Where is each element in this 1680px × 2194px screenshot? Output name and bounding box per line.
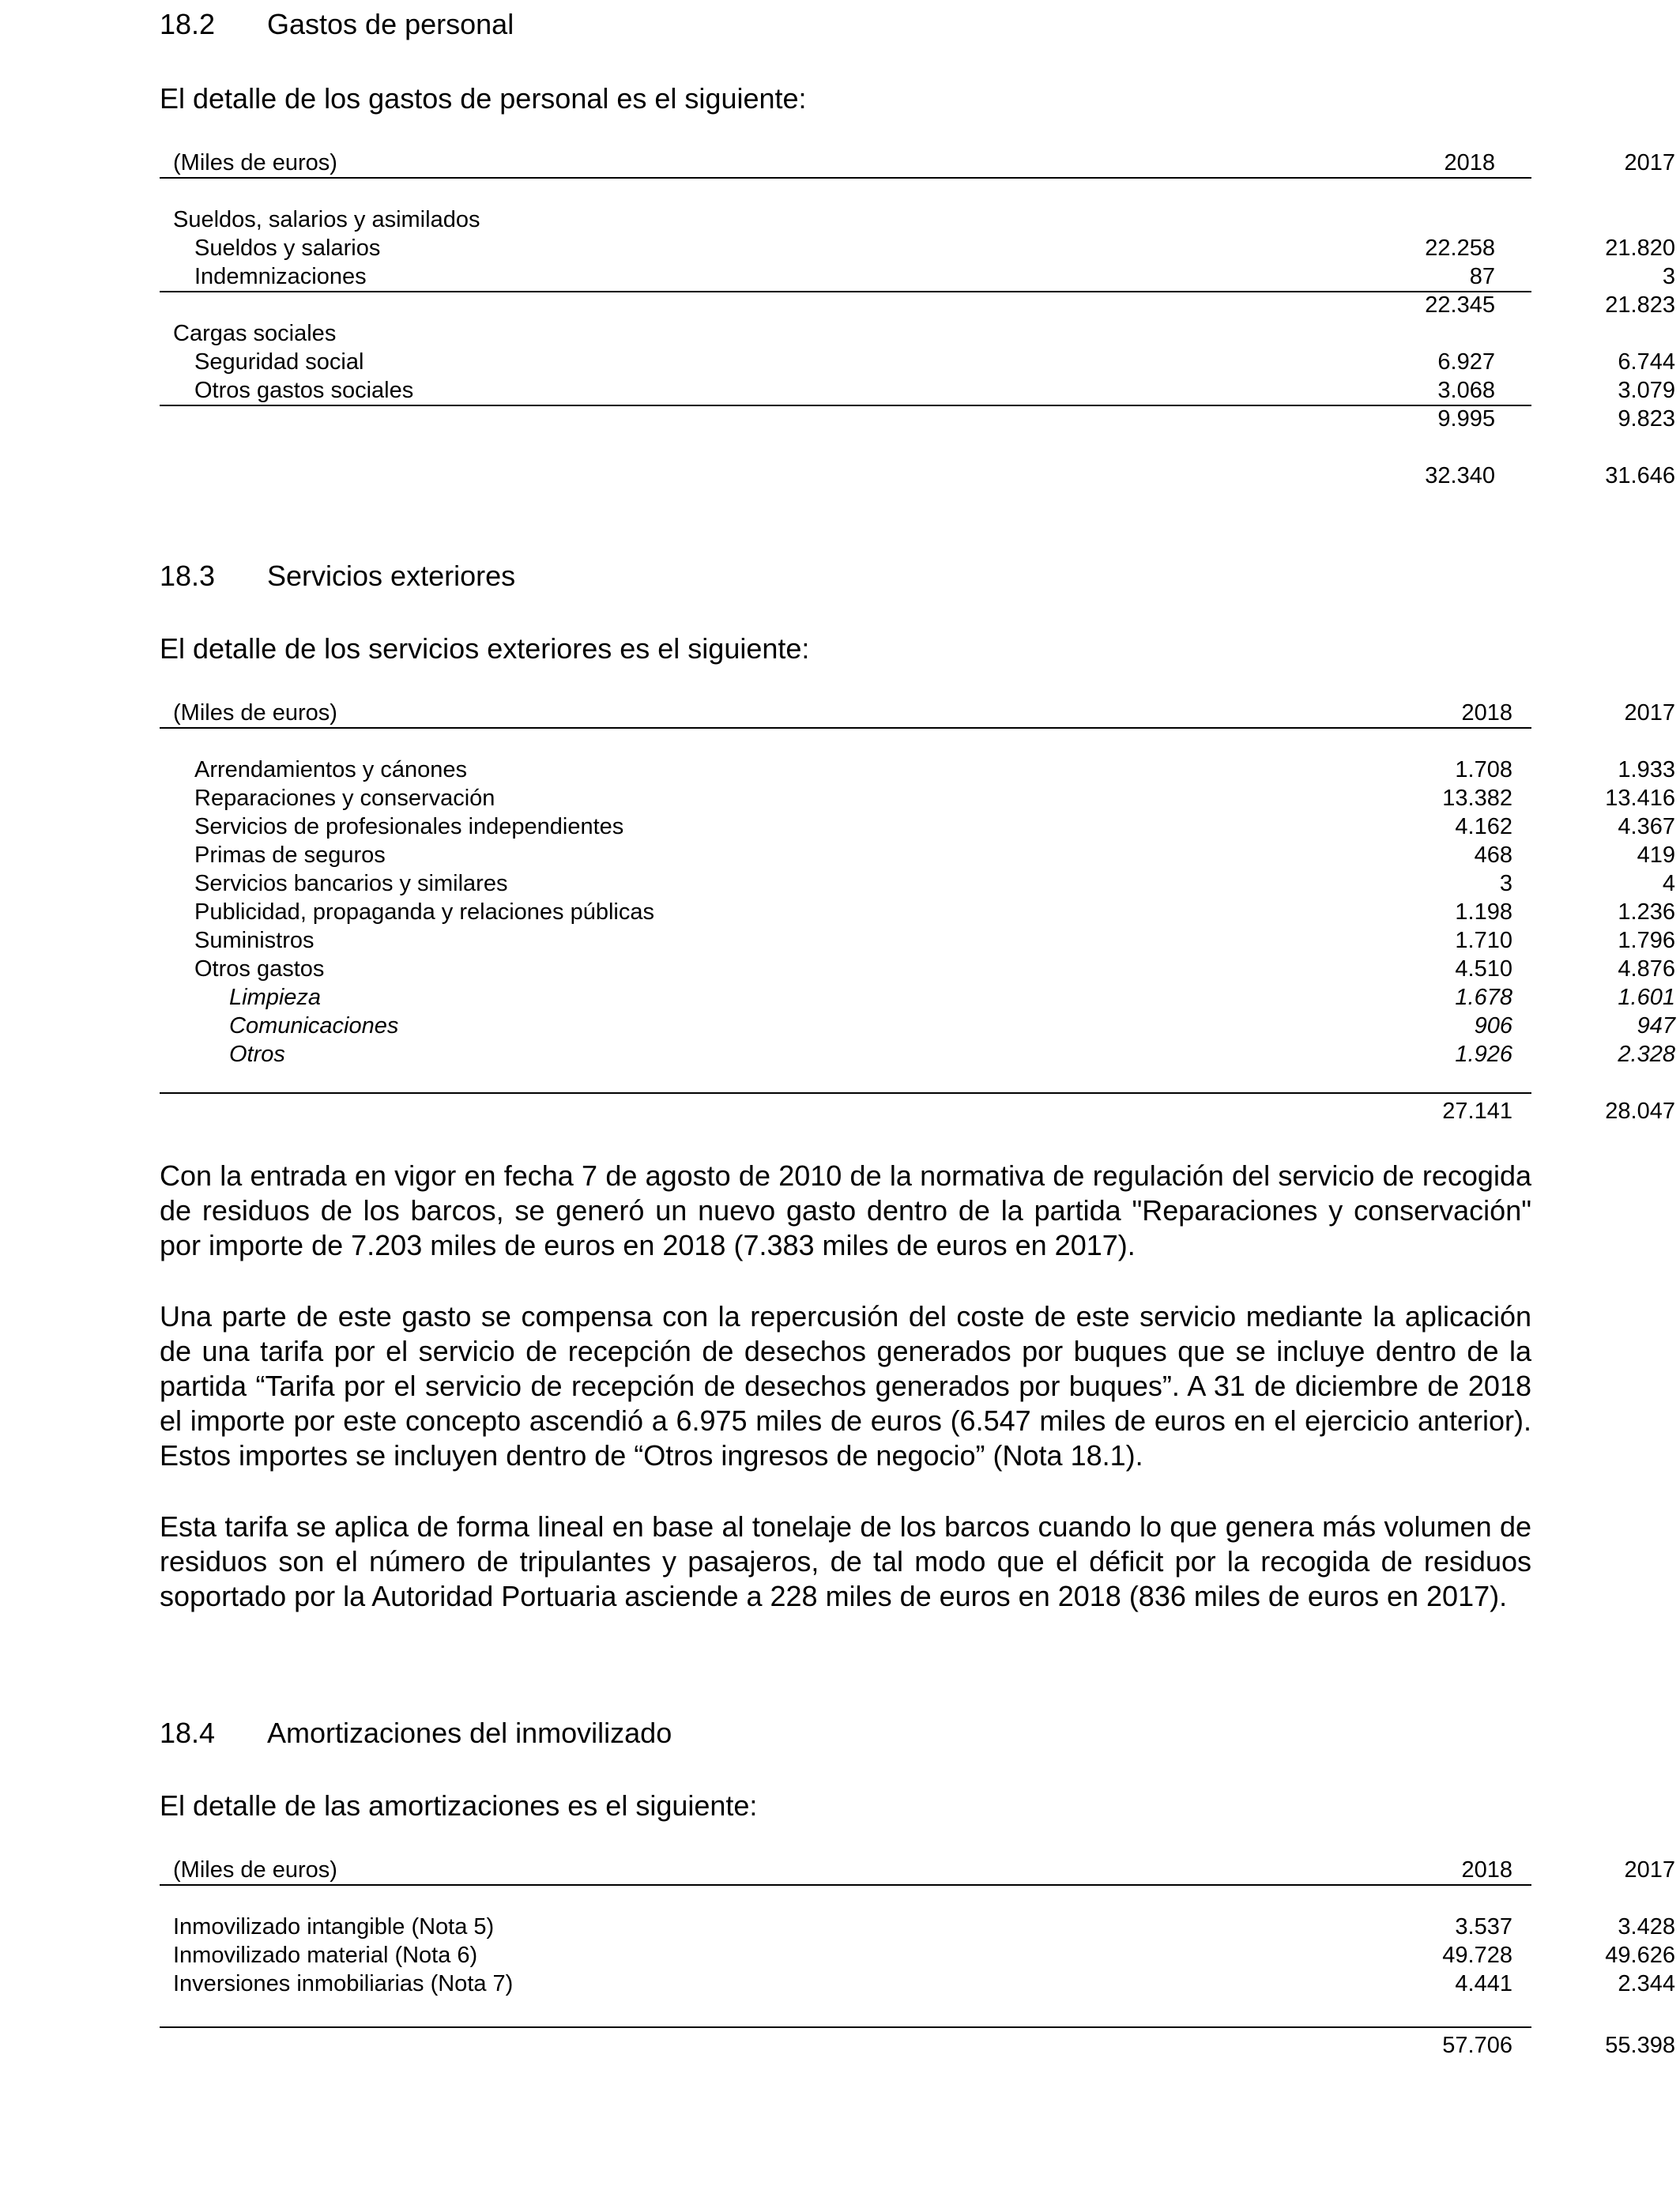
section-title: Gastos de personal — [267, 8, 514, 40]
value-2017: 419 — [1637, 843, 1675, 868]
row-label: Seguridad social — [194, 349, 364, 375]
total-2018: 27.141 — [1442, 1099, 1512, 1124]
value-2017: 2.344 — [1618, 1971, 1675, 1996]
value-2017: 1.796 — [1618, 928, 1675, 953]
value-2018: 22.345 — [1425, 292, 1495, 318]
year-2018-header: 2018 — [1444, 150, 1495, 175]
value-2018: 1.926 — [1455, 1042, 1512, 1067]
table-row-sub — [160, 1012, 1675, 1040]
row-label: Sueldos y salarios — [194, 236, 381, 261]
row-label: Otros — [229, 1042, 285, 1067]
value-2018: 49.728 — [1442, 1943, 1512, 1968]
section-number: 18.4 — [160, 1717, 216, 1749]
table-row — [160, 348, 1675, 376]
table-header — [160, 699, 1675, 727]
row-label: Otros gastos — [194, 956, 325, 982]
value-2018: 3.537 — [1455, 1914, 1512, 1940]
row-label: Reparaciones y conservación — [194, 786, 495, 811]
year-2017-header: 2017 — [1624, 700, 1675, 726]
value-2018: 4.510 — [1455, 956, 1512, 982]
header-rule — [160, 1884, 1531, 1886]
year-2017-header: 2017 — [1624, 150, 1675, 175]
table-header — [160, 1856, 1675, 1884]
table-row — [160, 784, 1675, 812]
value-2018: 4.162 — [1455, 814, 1512, 839]
total-row — [160, 2031, 1675, 2060]
table-row-sub — [160, 983, 1675, 1012]
table-row — [160, 841, 1675, 869]
units-label: (Miles de euros) — [173, 150, 337, 175]
year-2018-header: 2018 — [1461, 700, 1512, 726]
header-rule — [160, 177, 1531, 179]
units-label: (Miles de euros) — [173, 700, 337, 726]
row-label: Inmovilizado material (Nota 6) — [173, 1943, 478, 1968]
subtotal-row — [160, 405, 1675, 433]
row-label: Cargas sociales — [173, 321, 337, 346]
value-2017: 4.876 — [1618, 956, 1675, 982]
section-title: Amortizaciones del inmovilizado — [267, 1717, 672, 1749]
row-label: Servicios de profesionales independientes — [194, 814, 624, 839]
value-2018: 13.382 — [1442, 786, 1512, 811]
row-label: Comunicaciones — [229, 1013, 399, 1039]
total-rule — [160, 2026, 1531, 2028]
value-2018: 906 — [1474, 1013, 1512, 1039]
table-row — [160, 1941, 1675, 1970]
header-rule — [160, 727, 1531, 729]
total-2017: 28.047 — [1605, 1099, 1675, 1124]
units-label: (Miles de euros) — [173, 1857, 337, 1883]
value-2018: 22.258 — [1425, 236, 1495, 261]
section-number: 18.2 — [160, 8, 216, 40]
table-row — [160, 262, 1675, 291]
total-rule — [160, 1092, 1531, 1094]
value-2018: 9.995 — [1437, 406, 1495, 432]
row-label: Inmovilizado intangible (Nota 5) — [173, 1914, 495, 1940]
year-2018-header: 2018 — [1461, 1857, 1512, 1883]
value-2017: 3 — [1662, 264, 1675, 289]
value-2017: 3.428 — [1618, 1914, 1675, 1940]
total-2017: 31.646 — [1605, 463, 1675, 488]
table-header — [160, 149, 1675, 177]
value-2017: 4 — [1662, 871, 1675, 896]
table-row-sub — [160, 1040, 1675, 1069]
total-2018: 32.340 — [1425, 463, 1495, 488]
row-label: Inversiones inmobiliarias (Nota 7) — [173, 1971, 514, 1996]
value-2017: 13.416 — [1605, 786, 1675, 811]
section-intro: El detalle de los gastos de personal es el siguiente: — [160, 82, 807, 115]
table-row — [160, 869, 1675, 898]
section-number: 18.3 — [160, 560, 216, 592]
section-intro: El detalle de los servicios exteriores es el siguiente: — [160, 632, 810, 665]
table-row — [160, 319, 1531, 348]
row-label: Primas de seguros — [194, 843, 386, 868]
section-title: Servicios exteriores — [267, 560, 516, 592]
value-2018: 4.441 — [1455, 1971, 1512, 1996]
table-row — [160, 898, 1675, 926]
row-label: Suministros — [194, 928, 315, 953]
year-2017-header: 2017 — [1624, 1857, 1675, 1883]
row-label: Sueldos, salarios y asimilados — [173, 207, 480, 232]
value-2018: 1.708 — [1455, 757, 1512, 782]
value-2018: 3 — [1499, 871, 1512, 896]
row-label: Limpieza — [229, 985, 322, 1010]
value-2017: 21.820 — [1605, 236, 1675, 261]
value-2018: 1.198 — [1455, 899, 1512, 925]
value-2017: 4.367 — [1618, 814, 1675, 839]
total-2018: 57.706 — [1442, 2033, 1512, 2058]
table-row — [160, 205, 1531, 234]
value-2018: 87 — [1469, 264, 1495, 289]
value-2017: 49.626 — [1605, 1943, 1675, 1968]
paragraph-1: Con la entrada en vigor en fecha 7 de agosto de 2010 de la normativa de regulación del servicio de recogida de residuos de los barcos, se generó un nuevo gasto dentro de la partida "Reparaciones y conservación" por importe de 7.203 miles de euros en 2018 (7.383 miles de euros en 2017). — [160, 1159, 1531, 1261]
table-row — [160, 234, 1675, 262]
row-label: Otros gastos sociales — [194, 378, 414, 403]
paragraph-2: Una parte de este gasto se compensa con la repercusión del coste de este servicio mediante la aplicación de una tarifa por el servicio de recepción de desechos generados por buques que se incluye dentro de la partida “Tarifa por el servicio de recepción de desechos generados por buques”. A 31 de diciembre de 2018 el importe por este concepto ascendió a 6.975 miles de euros (6.547 miles de euros en el ejercicio anterior). Estos importes se incluyen dentro de “Otros ingresos de negocio” (Nota 18.1). — [160, 1300, 1531, 1472]
value-2017: 1.601 — [1618, 985, 1675, 1010]
value-2017: 2.328 — [1618, 1042, 1675, 1067]
value-2017: 9.823 — [1618, 406, 1675, 432]
table-row — [160, 812, 1675, 841]
value-2018: 1.678 — [1455, 985, 1512, 1010]
value-2017: 1.933 — [1618, 757, 1675, 782]
total-row — [160, 462, 1675, 490]
row-label: Indemnizaciones — [194, 264, 367, 289]
table-row — [160, 756, 1675, 784]
value-2018: 3.068 — [1437, 378, 1495, 403]
row-label: Arrendamientos y cánones — [194, 757, 467, 782]
total-row — [160, 1097, 1675, 1125]
value-2017: 947 — [1637, 1013, 1675, 1039]
row-label: Publicidad, propaganda y relaciones públicas — [194, 899, 654, 925]
value-2017: 3.079 — [1618, 378, 1675, 403]
table-row — [160, 376, 1675, 405]
subtotal-row — [160, 291, 1675, 319]
value-2018: 468 — [1474, 843, 1512, 868]
value-2017: 21.823 — [1605, 292, 1675, 318]
row-label: Servicios bancarios y similares — [194, 871, 508, 896]
value-2017: 1.236 — [1618, 899, 1675, 925]
total-2017: 55.398 — [1605, 2033, 1675, 2058]
table-row — [160, 1970, 1675, 1998]
table-row — [160, 955, 1675, 983]
value-2018: 6.927 — [1437, 349, 1495, 375]
paragraph-3: Esta tarifa se aplica de forma lineal en base al tonelaje de los barcos cuando lo que genera más volumen de residuos son el número de tripulantes y pasajeros, de tal modo que el déficit por la recogida de residuos soportado por la Autoridad Portuaria asciende a 228 miles de euros en 2018 (836 miles de euros en 2017). — [160, 1510, 1531, 1612]
value-2017: 6.744 — [1618, 349, 1675, 375]
section-intro: El detalle de las amortizaciones es el siguiente: — [160, 1789, 758, 1822]
table-row — [160, 1913, 1675, 1941]
value-2018: 1.710 — [1455, 928, 1512, 953]
table-row — [160, 926, 1675, 955]
